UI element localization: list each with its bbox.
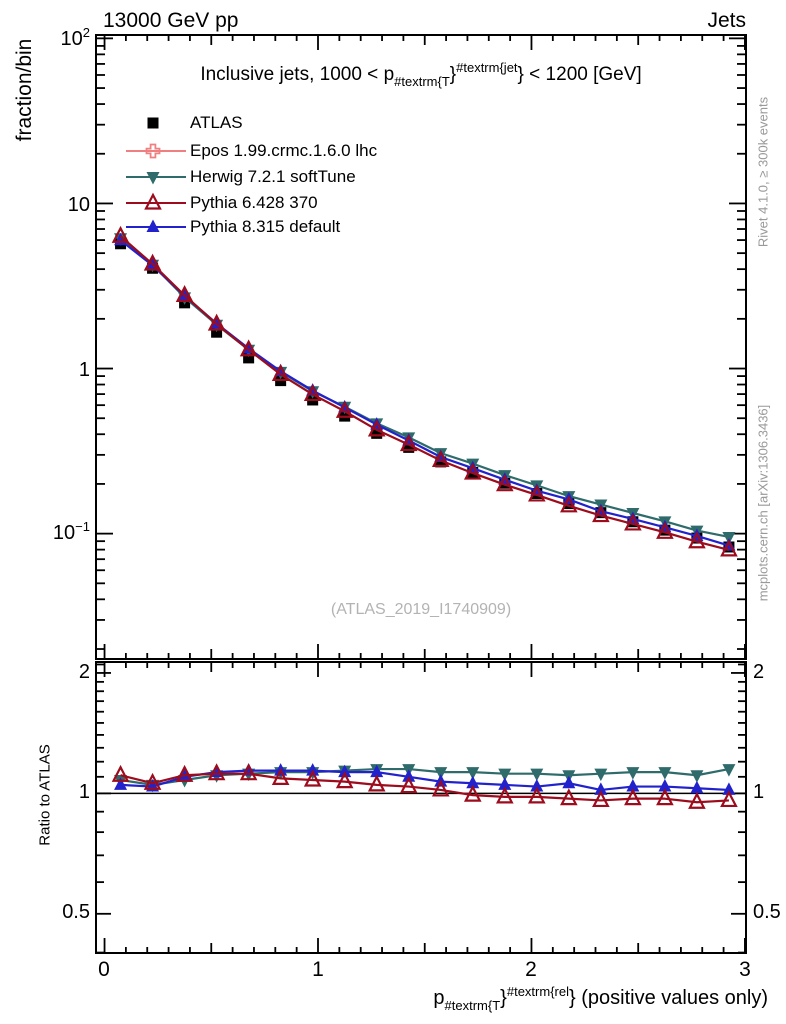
legend-label-pythia8: Pythia 8.315 default	[190, 217, 341, 236]
ratio-ytick-05-left: 0.5	[62, 901, 90, 923]
main-ytick-100	[30, 25, 90, 51]
series-main-atlas	[115, 238, 734, 552]
plot-title-base: p	[383, 64, 395, 85]
x-title-brace1: }	[500, 987, 507, 1009]
x-title-suffix: (positive values only)	[575, 987, 768, 1009]
legend-label-epos: Epos 1.99.crmc.1.6.0 lhc	[190, 141, 378, 160]
x-title-brace2: }	[569, 987, 576, 1009]
series-main-herwig-7-2-1-softtune	[114, 233, 735, 544]
xtick-2: 2	[525, 958, 537, 981]
watermark-analysis-id: (ATLAS_2019_I1740909)	[330, 601, 512, 618]
ratio-ytick-1-left: 1	[78, 781, 90, 803]
main-ytick-10	[30, 191, 90, 217]
plot-title-brace2: }	[517, 64, 524, 85]
x-title-sup: #textrm{rel	[506, 984, 569, 999]
series-ratio-pythia-8-315-default	[114, 763, 735, 795]
xtick-0: 0	[98, 958, 110, 981]
sidenote-mcplots-url: mcplots.cern.ch [arXiv:1306.3436]	[755, 404, 771, 602]
ytick-base: 1	[78, 359, 90, 381]
sidenote-rivet-version: Rivet 4.1.0, ≥ 300k events	[755, 96, 771, 248]
ratio-ytick-2-left: 2	[78, 661, 90, 683]
plot-title-sub: #textrm{T	[394, 74, 450, 89]
legend-label-atlas: ATLAS	[190, 113, 243, 132]
x-axis-title	[433, 984, 768, 1013]
plot-title-suffix: < 1200 [GeV]	[523, 64, 642, 85]
plot-title	[200, 60, 641, 89]
ytick-exp: 2	[82, 25, 90, 40]
ratio-ytick-1-right: 1	[753, 781, 765, 803]
ytick-exp: −1	[75, 519, 90, 534]
plot-title-sup: #textrm{jet	[456, 60, 518, 75]
xtick-3: 3	[739, 958, 751, 981]
x-title-sub: #textrm{T	[444, 998, 501, 1013]
series-main-pythia-6-428-370	[114, 228, 736, 555]
header-analysis-group: Jets	[707, 9, 746, 32]
legend-label-pythia6: Pythia 6.428 370	[190, 193, 318, 212]
legend-markers	[126, 118, 186, 233]
main-y-axis-label: fraction/bin	[13, 38, 36, 142]
ratio-ytick-05-right: 0.5	[753, 901, 781, 923]
plot-title-brace1: }	[449, 64, 457, 85]
series-main-pythia-8-315-default	[114, 233, 735, 551]
main-ytick-0p1	[30, 519, 90, 545]
plot-title-prefix: Inclusive jets, 1000 <	[200, 64, 384, 85]
ratio-y-axis-label: Ratio to ATLAS	[36, 744, 54, 846]
ratio-ytick-2-right: 2	[753, 661, 765, 683]
main-ytick-1	[30, 356, 90, 382]
ytick-base: 10	[60, 28, 83, 50]
header-beam-energy: 13000 GeV pp	[103, 9, 239, 32]
x-title-base: p	[433, 987, 445, 1009]
ytick-base: 10	[52, 522, 76, 544]
xtick-1: 1	[312, 958, 324, 981]
legend-label-herwig: Herwig 7.2.1 softTune	[190, 167, 356, 186]
ytick-base: 10	[67, 194, 90, 216]
